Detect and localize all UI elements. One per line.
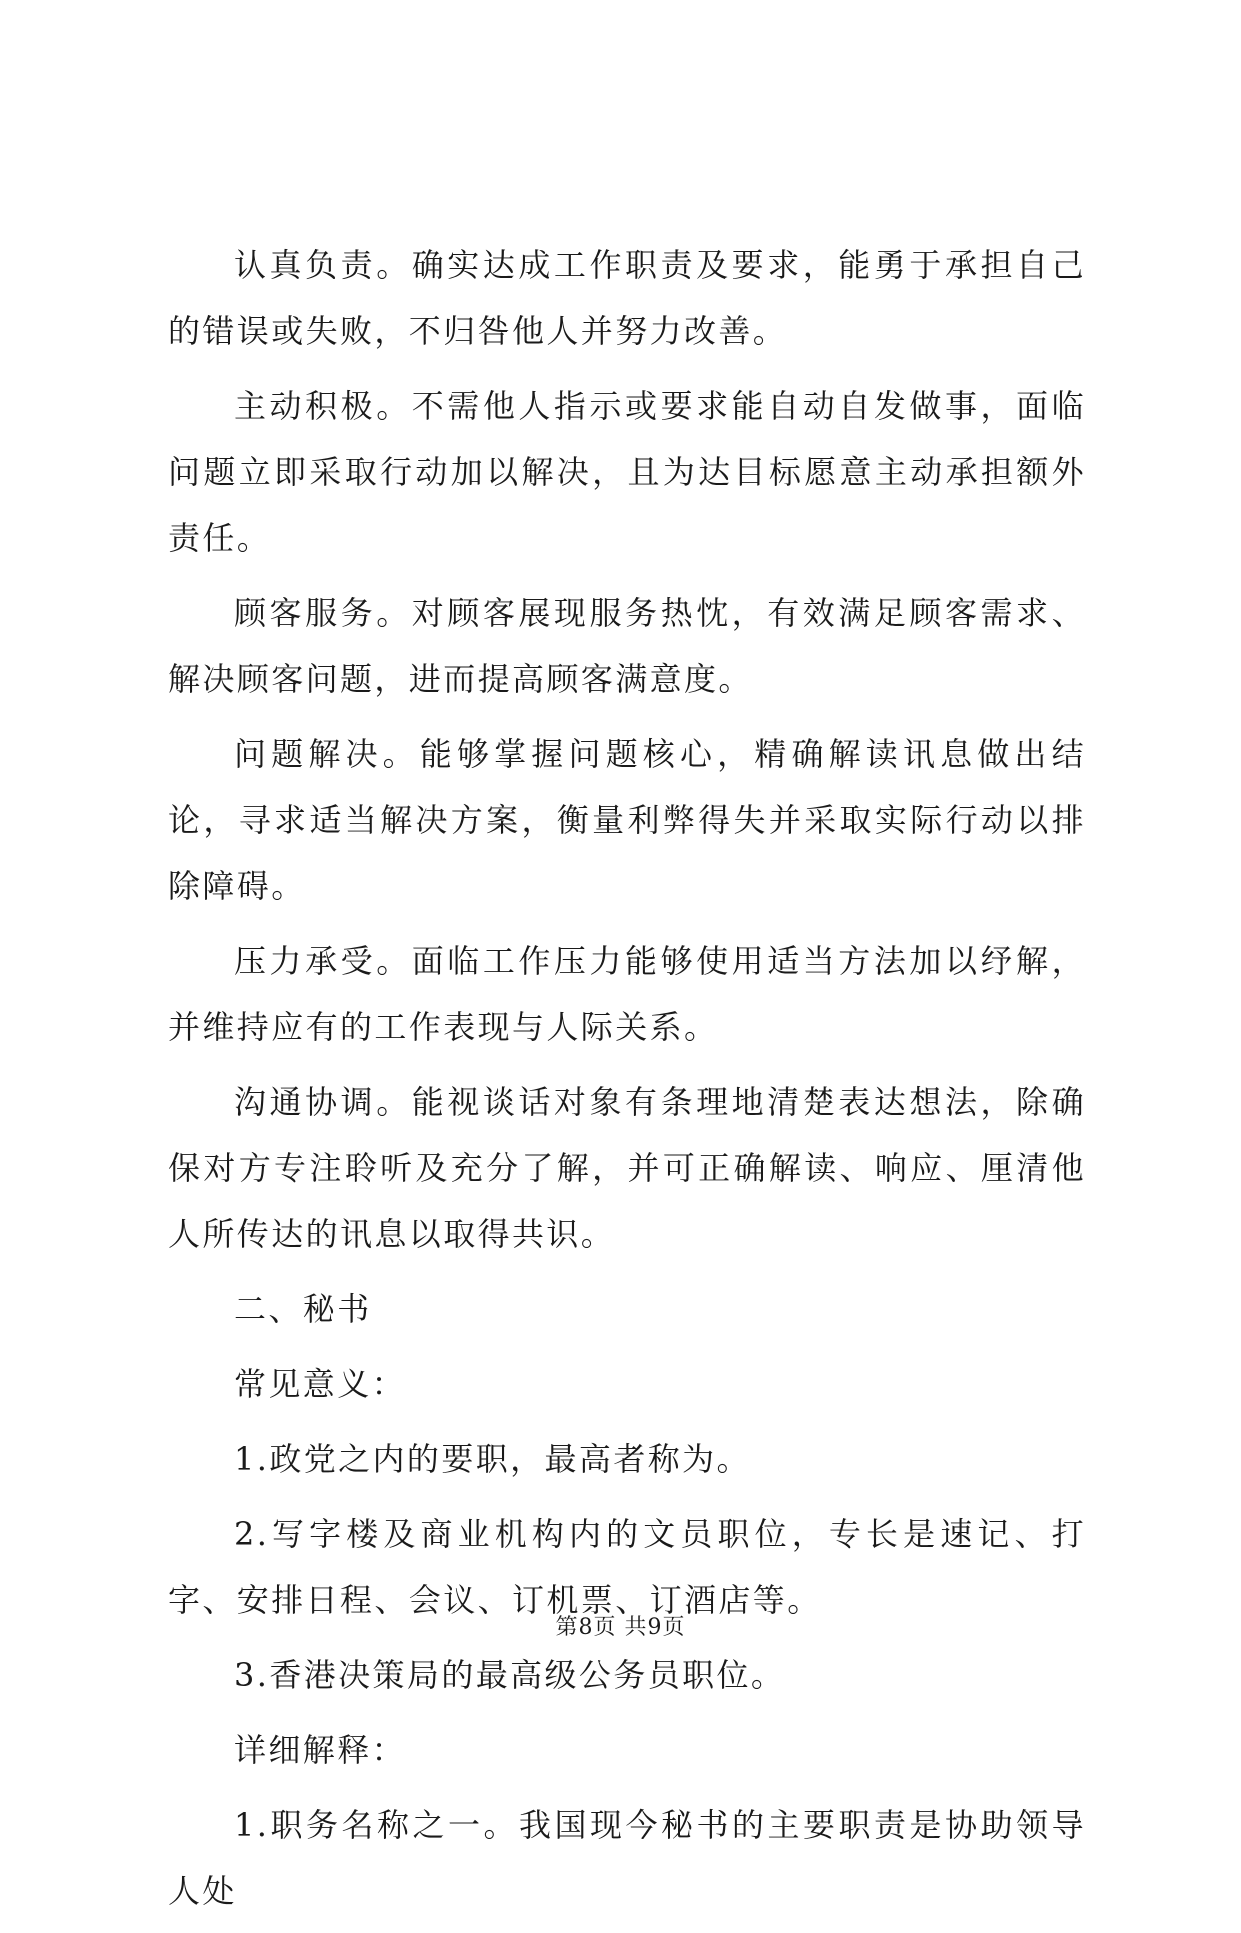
list-item-meaning-2: 2.写字楼及商业机构内的文员职位，专长是速记、打字、安排日程、会议、订机票、订酒店等。 (168, 1515, 1086, 1619)
section-heading-secretary: 二、秘书 (234, 1290, 372, 1328)
paragraph-communication: 沟通协调。能视谈话对象有条理地清楚表达想法，除确保对方专注聆听及充分了解，并可正确解读、响应、厘清他人所传达的讯息以取得共识。 (168, 1083, 1086, 1253)
page-number-label: 第8页 共9页 (555, 1615, 686, 1640)
list-item-explanation-1: 1.职务名称之一。我国现今秘书的主要职责是协助领导人处 (168, 1806, 1086, 1910)
subheading-common-meaning: 常见意义： (234, 1365, 407, 1403)
paragraph-responsibility: 认真负责。确实达成工作职责及要求，能勇于承担自己的错误或失败，不归咎他人并努力改善。 (168, 246, 1086, 350)
page-footer (0, 1610, 1241, 1641)
list-item-meaning-3: 3.香港决策局的最高级公务员职位。 (234, 1656, 786, 1694)
paragraph-stress-tolerance: 压力承受。面临工作压力能够使用适当方法加以纾解，并维持应有的工作表现与人际关系。 (168, 942, 1086, 1046)
paragraph-initiative: 主动积极。不需他人指示或要求能自动自发做事，面临问题立即采取行动加以解决，且为达目标愿意主动承担额外责任。 (168, 387, 1086, 557)
subheading-detailed-explanation: 详细解释： (234, 1731, 407, 1769)
paragraph-problem-solving: 问题解决。能够掌握问题核心，精确解读讯息做出结论，寻求适当解决方案，衡量利弊得失并采取实际行动以排除障碍。 (168, 735, 1086, 905)
list-item-meaning-1: 1.政党之内的要职，最高者称为。 (234, 1440, 751, 1478)
document-body (168, 232, 1086, 1933)
paragraph-customer-service: 顾客服务。对顾客展现服务热忱，有效满足顾客需求、解决顾客问题，进而提高顾客满意度。 (168, 594, 1086, 698)
